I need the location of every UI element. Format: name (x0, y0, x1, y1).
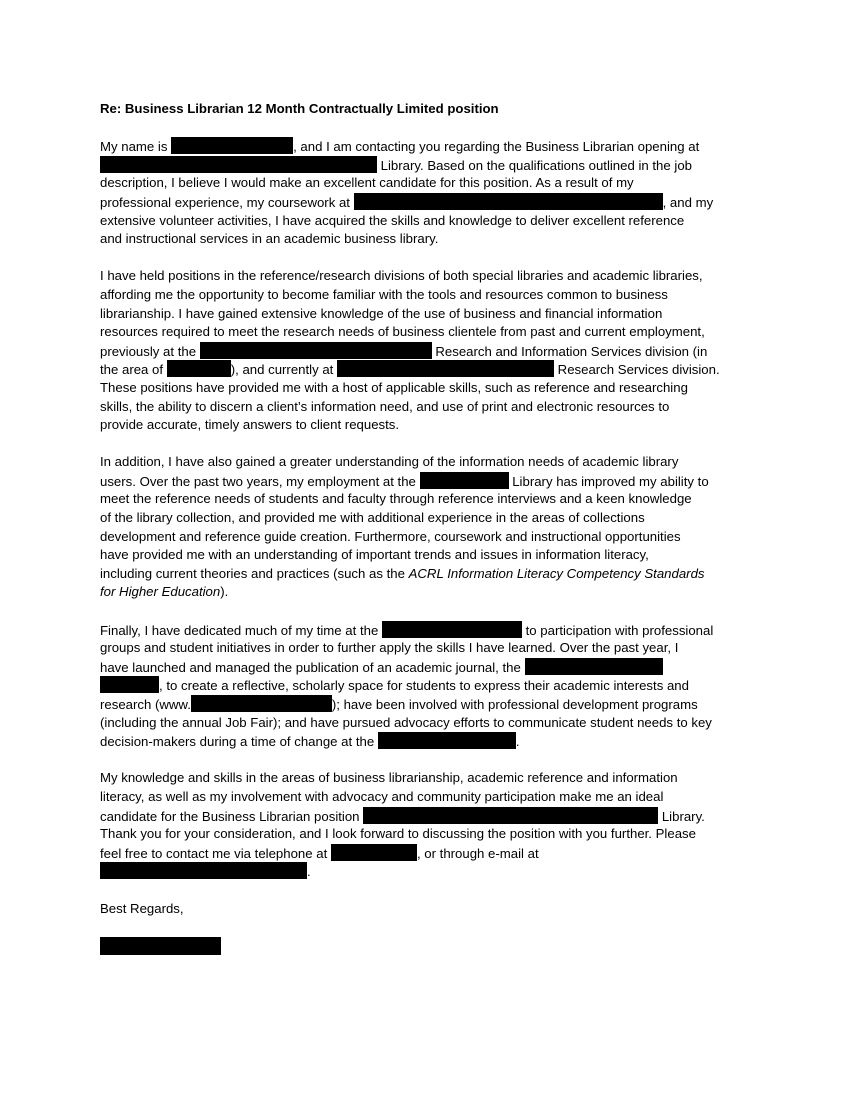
text: candidate for the Business Librarian position (100, 808, 364, 824)
text: have provided me with an understanding of important trends and issues in information literacy, (100, 547, 649, 563)
text: the area of (100, 362, 167, 378)
text: Finally, I have dedicated much of my time at the (100, 622, 382, 638)
paragraph-academic (100, 453, 760, 602)
text: Research Services division. (554, 362, 720, 378)
redacted-organization (382, 621, 522, 638)
redacted-employer (200, 342, 432, 359)
text: ); have been involved with professional development programs (331, 697, 698, 712)
text: Library. Based on the qualifications outlined in the job (377, 157, 692, 173)
paragraph-conclusion (100, 769, 760, 881)
redacted-journal (525, 658, 663, 675)
text: literacy, as well as my involvement with advocacy and community participation make me an ideal (100, 788, 664, 804)
text: research (www. (100, 697, 191, 712)
text: previously at the (100, 343, 200, 359)
closing: Best Regards, (100, 900, 184, 916)
text: description, I believe I would make an excellent candidate for this position. As a result of my (100, 175, 634, 191)
redacted-phone (331, 844, 417, 861)
text: development and reference guide creation. Furthermore, coursework and instructional opportunities (100, 528, 681, 544)
text: have launched and managed the publication of an academic journal, the (100, 659, 525, 675)
redacted-school-2 (378, 732, 516, 749)
text: skills, the ability to discern a client’s information need, and use of print and electronic resources to (100, 398, 670, 414)
text: ). (220, 584, 229, 600)
paragraph-experience (100, 267, 760, 434)
paragraph-introduction (100, 137, 760, 249)
text: of the library collection, and provided me with additional experience in the areas of collections (100, 510, 645, 526)
text: I have held positions in the reference/research divisions of both special libraries and academic libraries, (100, 268, 703, 284)
subject-line: Re: Business Librarian 12 Month Contractually Limited position (100, 101, 499, 116)
redacted-position-institution (363, 807, 658, 824)
text: resources required to meet the research needs of business clientele from past and current employment, (100, 324, 705, 340)
redacted-signature (100, 937, 221, 955)
text: My knowledge and skills in the areas of business librarianship, academic reference and information (100, 770, 678, 786)
text: users. Over the past two years, my employment at the (100, 473, 420, 489)
redacted-url (191, 695, 332, 712)
letter-page (100, 100, 760, 955)
standards-title-cont: for Higher Education (100, 584, 221, 600)
redacted-current-employer (337, 360, 554, 377)
text: professional experience, my coursework at (100, 194, 354, 210)
text: , to create a reflective, scholarly space for students to express their academic interests and (159, 678, 689, 694)
text: extensive volunteer activities, I have acquired the skills and knowledge to deliver excellent reference (100, 212, 685, 228)
text: feel free to contact me via telephone at (100, 845, 331, 861)
text: provide accurate, timely answers to client requests. (100, 417, 400, 433)
text: , and I am contacting you regarding the Business Librarian opening at (293, 139, 700, 155)
text: librarianship. I have gained extensive knowledge of the use of business and financial information (100, 305, 663, 321)
text: to participation with professional (521, 622, 714, 638)
text: affording me the opportunity to become familiar with the tools and resources common to business (100, 286, 668, 302)
text: decision-makers during a time of change at the (100, 734, 378, 750)
text: My name is (100, 139, 172, 155)
text: (including the annual Job Fair); and have pursued advocacy efforts to communicate student needs to key (100, 714, 712, 730)
text: Library. (658, 808, 705, 824)
text: Thank you for your consideration, and I look forward to discussing the position with you further. Please (100, 826, 696, 842)
redacted-email (100, 862, 307, 879)
standards-title: ACRL Information Literacy Competency Standards (408, 565, 705, 581)
text: and instructional services in an academic business library. (100, 231, 439, 247)
text: including current theories and practices (such as the (100, 565, 409, 581)
text: Library has improved my ability to (508, 473, 709, 489)
text: ), and currently at (230, 362, 337, 378)
text: Research and Information Services division (in (431, 343, 708, 359)
redacted-name (171, 137, 293, 154)
redacted-school (354, 193, 663, 210)
text: groups and student initiatives in order to further apply the skills I have learned. Over the past year, I (100, 640, 679, 656)
text: meet the reference needs of students and faculty through reference interviews and a keen knowledge (100, 491, 692, 507)
text: , and my (662, 194, 714, 210)
text: , or through e-mail at (416, 845, 539, 861)
paragraph-involvement (100, 621, 760, 751)
text: . (307, 864, 311, 880)
redacted-institution (100, 156, 377, 173)
redacted-library (420, 472, 509, 489)
text: These positions have provided me with a host of applicable skills, such as reference and researching (100, 379, 688, 395)
text: . (515, 734, 520, 750)
redacted-journal-cont (100, 676, 159, 693)
text: In addition, I have also gained a greater understanding of the information needs of academic library (100, 454, 679, 470)
redacted-area (167, 360, 231, 377)
